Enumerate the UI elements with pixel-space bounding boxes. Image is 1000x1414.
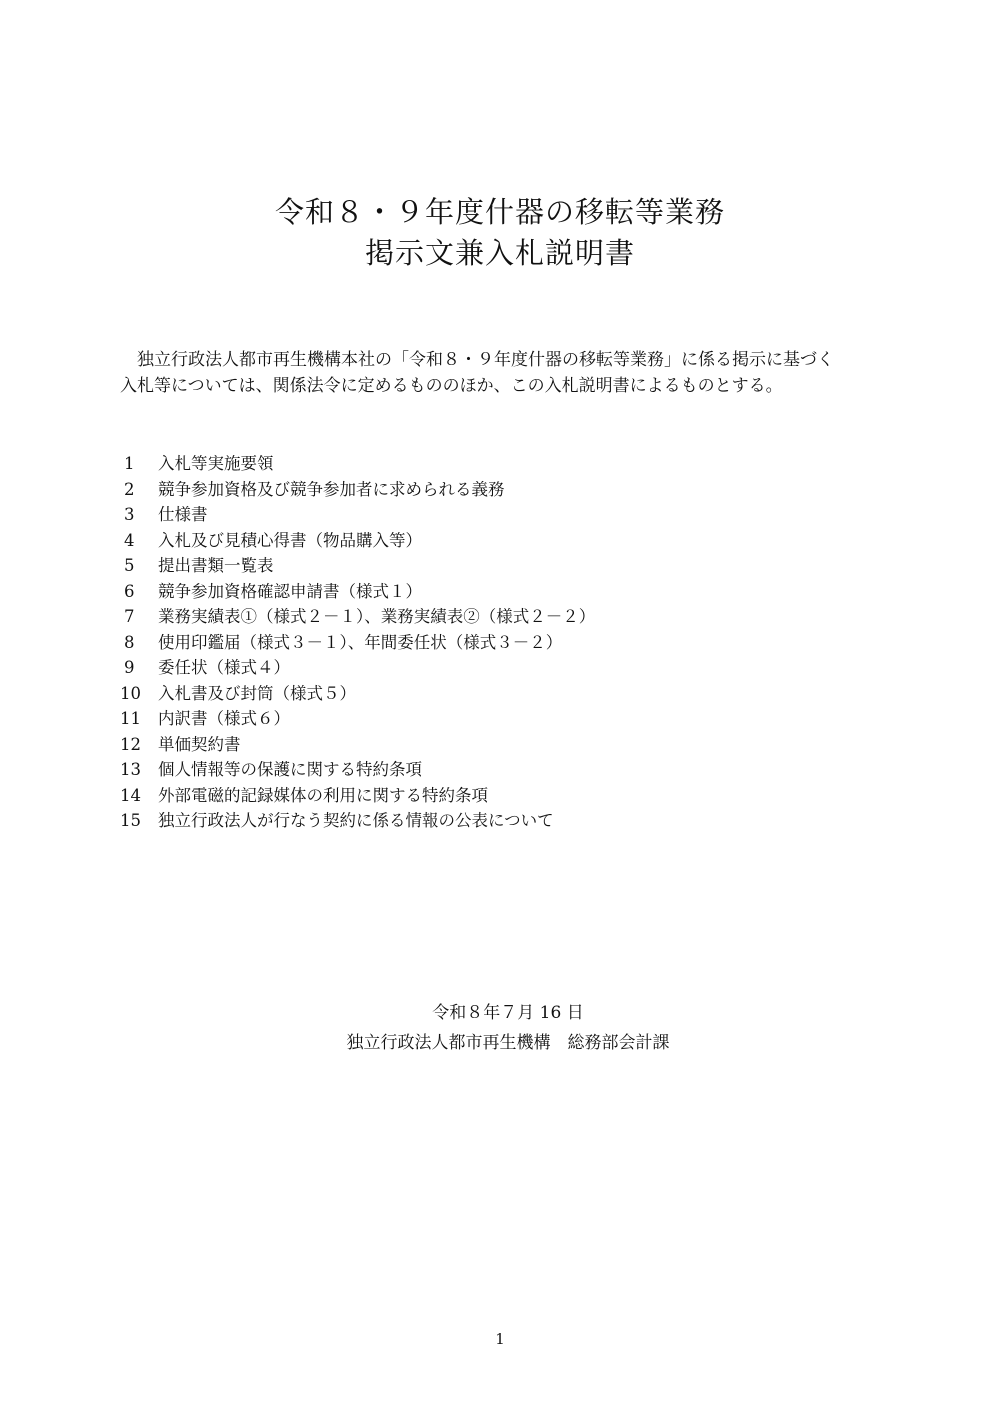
contents-item-label: 競争参加資格及び競争参加者に求められる義務 bbox=[158, 479, 505, 499]
contents-item bbox=[120, 502, 595, 528]
contents-item-number: 8 bbox=[124, 632, 135, 652]
contents-item-number: 15 bbox=[120, 811, 141, 830]
contents-item bbox=[120, 630, 595, 656]
contents-item-label: 入札及び見積心得書（物品購入等） bbox=[158, 530, 422, 550]
contents-item bbox=[120, 706, 595, 732]
contents-item bbox=[120, 579, 595, 605]
document-title-line-2: 掲示文兼入札説明書 bbox=[364, 236, 635, 270]
contents-item-label: 個人情報等の保護に関する特約条項 bbox=[158, 760, 422, 779]
contents-item bbox=[120, 655, 595, 681]
contents-item-label: 入札書及び封筒（様式５） bbox=[158, 683, 356, 703]
intro-line-1: 独立行政法人都市再生機構本社の「令和８・９年度什器の移転等業務」に係る掲示に基づく bbox=[137, 350, 834, 370]
contents-item-number: 11 bbox=[120, 709, 141, 728]
contents-item-number: 12 bbox=[120, 734, 141, 754]
contents-item-number: 2 bbox=[124, 479, 135, 499]
contents-list bbox=[120, 451, 595, 834]
contents-item-label: 入札等実施要領 bbox=[158, 454, 274, 473]
contents-item-number: 13 bbox=[120, 760, 141, 779]
contents-item-number: 14 bbox=[120, 785, 141, 805]
contents-item-number: 4 bbox=[124, 530, 135, 550]
page-number: 1 bbox=[495, 1330, 505, 1348]
contents-item bbox=[120, 604, 595, 630]
contents-item-label: 独立行政法人が行なう契約に係る情報の公表について bbox=[158, 811, 554, 830]
contents-item-label: 使用印鑑届（様式３－１）、年間委任状（様式３－２） bbox=[158, 632, 563, 652]
intro-paragraph bbox=[120, 347, 900, 399]
contents-item-label: 委任状（様式４） bbox=[158, 658, 290, 677]
intro-line-2: 入札等については、関係法令に定めるもののほか、この入札説明書によるものとする。 bbox=[120, 376, 783, 396]
contents-item-label: 内訳書（様式６） bbox=[158, 709, 290, 728]
contents-item-number: 3 bbox=[124, 505, 135, 524]
contents-item bbox=[120, 783, 595, 809]
contents-item-number: 6 bbox=[124, 581, 135, 601]
contents-item bbox=[120, 808, 595, 834]
contents-item-number: 9 bbox=[124, 658, 135, 677]
contents-item-number: 5 bbox=[124, 556, 135, 575]
document-title-line-1: 令和８・９年度什器の移転等業務 bbox=[274, 195, 725, 229]
contents-item-number: 1 bbox=[124, 454, 135, 473]
contents-item bbox=[120, 732, 595, 758]
contents-item bbox=[120, 528, 595, 554]
contents-item bbox=[120, 757, 595, 783]
issue-date: 令和８年７月 16 日 bbox=[432, 1003, 584, 1023]
contents-item-label: 外部電磁的記録媒体の利用に関する特約条項 bbox=[158, 785, 488, 805]
contents-item-label: 提出書類一覧表 bbox=[158, 556, 274, 575]
contents-item-label: 単価契約書 bbox=[158, 734, 241, 754]
contents-item-number: 7 bbox=[124, 607, 135, 626]
issuer-name: 独立行政法人都市再生機構 総務部会計課 bbox=[346, 1033, 670, 1053]
contents-item-label: 競争参加資格確認申請書（様式１） bbox=[158, 581, 422, 601]
contents-item bbox=[120, 681, 595, 707]
contents-item-label: 仕様書 bbox=[158, 505, 208, 524]
contents-item bbox=[120, 553, 595, 579]
contents-item bbox=[120, 451, 595, 477]
contents-item-number: 10 bbox=[120, 683, 141, 703]
contents-item bbox=[120, 477, 595, 503]
contents-item-label: 業務実績表①（様式２－１）、業務実績表②（様式２－２） bbox=[158, 607, 596, 626]
